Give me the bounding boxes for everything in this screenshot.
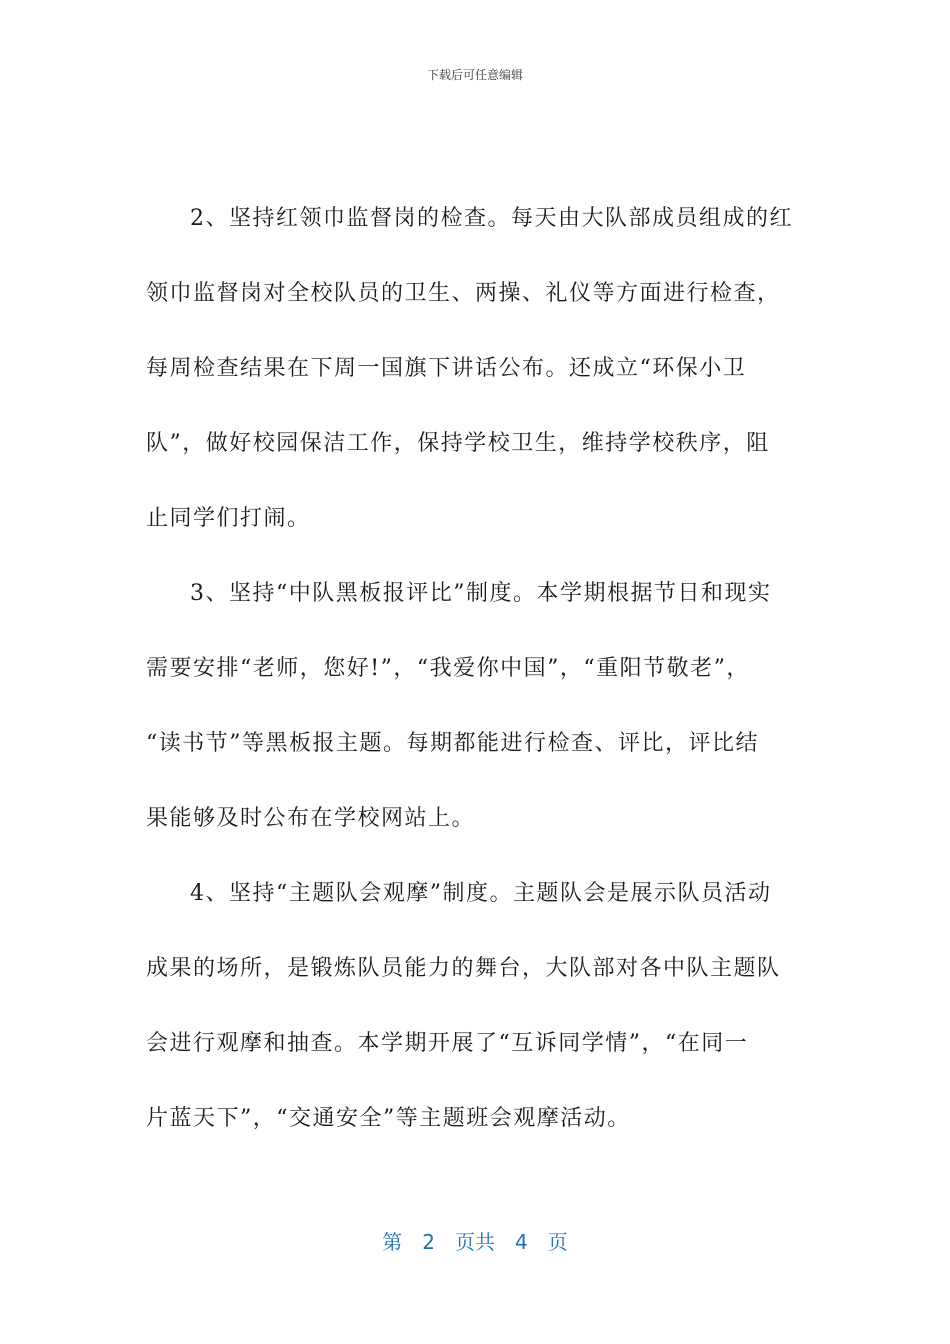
paragraph-line: 每周检查结果在下周一国旗下讲话公布。还成立“环保小卫 (146, 356, 747, 381)
footer-page-number: 2 (422, 1230, 435, 1254)
paragraph-line: 队”，做好校园保洁工作，保持学校卫生，维持学校秩序，阻 (146, 431, 770, 456)
footer-total-pages: 4 (515, 1230, 528, 1254)
paragraph-line: 果能够及时公布在学校网站上。 (146, 806, 476, 831)
paragraph-line: 止同学们打闹。 (146, 506, 311, 531)
paragraph-line: 4、坚持“主题队会观摩”制度。主题队会是展示队员活动 (190, 881, 772, 906)
paragraph-line: 领巾监督岗对全校队员的卫生、两操、礼仪等方面进行检查， (146, 281, 781, 306)
paragraph-line: 3、坚持“中队黑板报评比”制度。本学期根据节日和现实 (190, 581, 772, 606)
paragraph-line: 需要安排“老师，您好!”，“我爱你中国”，“重阳节敬老”， (146, 656, 750, 681)
footer-page-word: 第 (382, 1230, 403, 1254)
paragraph-line: 会进行观摩和抽查。本学期开展了“互诉同学情”，“在同一 (146, 1031, 749, 1056)
paragraph-line: “读书节”等黑板报主题。每期都能进行检查、评比，评比结 (146, 731, 759, 756)
footer-page-suffix: 页 (547, 1230, 568, 1254)
header-note: 下载后可任意编辑 (426, 68, 523, 82)
paragraph-line: 成果的场所，是锻炼队员能力的舞台，大队部对各中队主题队 (146, 956, 781, 981)
paragraph-line: 2、坚持红领巾监督岗的检查。每天由大队部成员组成的红 (190, 206, 793, 231)
page-footer (0, 1226, 950, 1255)
paragraph-line: 片蓝天下”，“交通安全”等主题班会观摩活动。 (146, 1106, 631, 1131)
footer-page-of: 页共 (455, 1230, 495, 1254)
